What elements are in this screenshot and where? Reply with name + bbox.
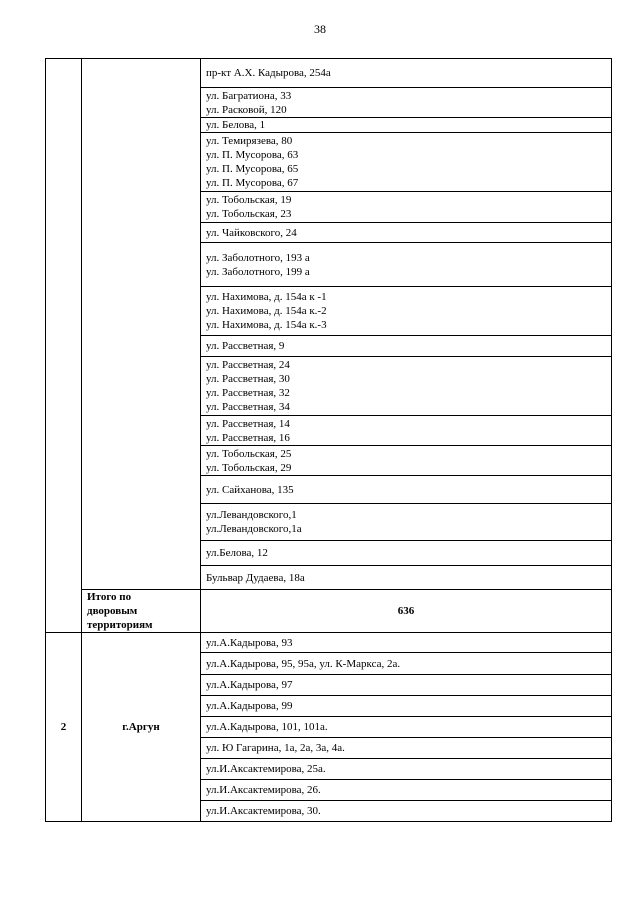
address-line: ул. Багратиона, 33 — [206, 89, 292, 102]
total-label — [82, 590, 201, 633]
address-cell — [201, 801, 612, 822]
address-cell — [201, 696, 612, 717]
address-line: ул. П. Мусорова, 63 — [206, 149, 299, 161]
address-cell — [201, 541, 612, 566]
address-line: ул. Рассветная, 14 — [206, 417, 290, 430]
address-table-body — [46, 59, 612, 822]
total-row — [46, 590, 612, 633]
address-line: ул.Левандовского,1а — [206, 523, 302, 535]
address-line: ул. Рассветная, 34 — [206, 401, 290, 413]
total-label-line: Итого по — [87, 591, 132, 603]
address-cell — [201, 88, 612, 118]
address-line: Бульвар Дудаева, 18а — [206, 571, 305, 584]
row-number: 2 — [46, 633, 82, 822]
address-cell — [201, 504, 612, 541]
table-row — [46, 633, 612, 653]
address-line: ул. Рассветная, 16 — [206, 431, 290, 444]
address-line: ул. Тобольская, 25 — [206, 447, 292, 460]
address-cell — [201, 336, 612, 357]
address-line: ул.И.Аксактемирова, 26. — [206, 784, 321, 796]
address-line: ул. П. Мусорова, 65 — [206, 163, 299, 175]
address-line: ул. Ю Гагарина, 1а, 2а, 3а, 4а. — [206, 742, 345, 754]
address-line: ул. Расковой, 120 — [206, 103, 287, 116]
address-cell — [201, 223, 612, 243]
address-line: ул. П. Мусорова, 67 — [206, 177, 299, 189]
address-cell — [201, 738, 612, 759]
address-line: ул. Темирязева, 80 — [206, 135, 293, 147]
address-line: ул.А.Кадырова, 97 — [206, 679, 293, 691]
address-cell — [201, 759, 612, 780]
address-cell — [201, 118, 612, 133]
address-line: ул.И.Аксактемирова, 30. — [206, 805, 321, 817]
number-cell-empty — [46, 59, 82, 633]
address-line: ул.А.Кадырова, 95, 95а, ул. К-Маркса, 2а. — [206, 657, 401, 670]
address-cell — [201, 675, 612, 696]
city-cell-empty — [82, 59, 201, 590]
address-cell — [201, 243, 612, 287]
address-cell — [201, 717, 612, 738]
address-line: ул. Тобольская, 29 — [206, 461, 292, 474]
address-line: ул.И.Аксактемирова, 25а. — [206, 763, 326, 775]
total-label-line: дворовым — [87, 605, 138, 617]
address-line: ул.А.Кадырова, 99 — [206, 700, 293, 712]
address-cell — [201, 133, 612, 192]
page-number: 38 — [314, 22, 326, 36]
address-cell — [201, 287, 612, 336]
address-cell — [201, 192, 612, 223]
address-cell — [201, 653, 612, 675]
total-value: 636 — [201, 590, 612, 633]
address-cell — [201, 780, 612, 801]
address-cell — [201, 59, 612, 88]
address-line: ул.А.Кадырова, 101, 101а. — [206, 721, 328, 733]
address-line: ул. Тобольская, 19 — [206, 194, 292, 206]
address-line: ул. Рассветная, 9 — [206, 340, 285, 352]
address-cell — [201, 357, 612, 416]
address-line: ул. Белова, 1 — [206, 119, 266, 131]
address-cell — [201, 566, 612, 590]
address-table — [45, 58, 612, 822]
city-name: г.Аргун — [82, 633, 201, 822]
address-line: ул.А.Кадырова, 93 — [206, 636, 293, 649]
address-line: ул. Нахимова, д. 154а к.-3 — [206, 319, 327, 331]
total-label-line: территориям — [87, 619, 153, 631]
address-line: пр-кт А.Х. Кадырова, 254а — [206, 67, 331, 79]
address-line: ул. Тобольская, 23 — [206, 208, 292, 220]
address-cell — [201, 446, 612, 476]
address-line: ул. Нахимова, д. 154а к -1 — [206, 291, 327, 303]
address-cell — [201, 416, 612, 446]
address-line: ул. Заболотного, 193 а — [206, 251, 310, 264]
address-line: ул. Рассветная, 32 — [206, 387, 290, 399]
address-line: ул. Чайковского, 24 — [206, 226, 297, 239]
address-line: ул.Левандовского,1 — [206, 509, 297, 521]
table-row — [46, 59, 612, 88]
address-line: ул.Белова, 12 — [206, 547, 268, 559]
address-cell — [201, 476, 612, 504]
address-line: ул. Рассветная, 24 — [206, 359, 290, 371]
address-cell — [201, 633, 612, 653]
address-line: ул. Нахимова, д. 154а к.-2 — [206, 305, 327, 317]
address-line: ул. Сайханова, 135 — [206, 483, 294, 496]
address-line: ул. Заболотного, 199 а — [206, 265, 310, 278]
address-line: ул. Рассветная, 30 — [206, 373, 290, 385]
